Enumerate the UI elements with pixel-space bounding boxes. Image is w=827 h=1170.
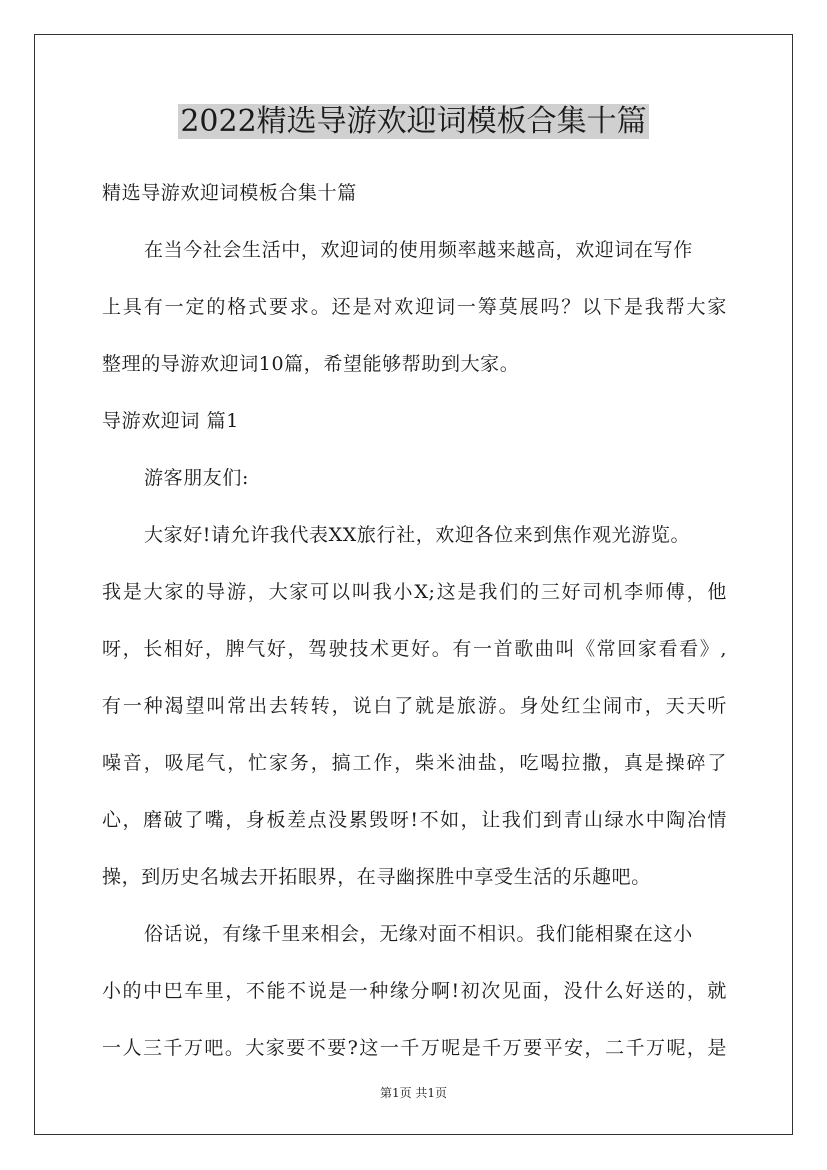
paragraph-line: 心，磨破了嘴，身板差点没累毁呀!不如，让我们到青山绿水中陶冶情	[102, 809, 727, 831]
paragraph-line: 大家好!请允许我代表XX旅行社，欢迎各位来到焦作观光游览。	[144, 524, 691, 546]
section-heading: 导游欢迎词 篇1	[102, 410, 239, 432]
page-footer: 第1页 共1页	[379, 1086, 448, 1100]
intro-line: 上具有一定的格式要求。还是对欢迎词一筹莫展吗？以下是我帮大家	[102, 296, 727, 318]
subtitle: 精选导游欢迎词模板合集十篇	[102, 182, 357, 204]
paragraph-line: 我是大家的导游，大家可以叫我小X;这是我们的三好司机李师傅，他	[102, 581, 727, 603]
greeting: 游客朋友们:	[144, 467, 250, 489]
paragraph-line: 小的中巴车里，不能不说是一种缘分啊!初次见面，没什么好送的，就	[102, 980, 727, 1002]
document-title: 2022精选导游欢迎词模板合集十篇	[180, 104, 647, 139]
paragraph-line: 操，到历史名城去开拓眼界，在寻幽探胜中享受生活的乐趣吧。	[102, 866, 651, 888]
intro-line: 整理的导游欢迎词10篇，希望能够帮助到大家。	[102, 353, 520, 375]
paragraph-line: 一人三千万吧。大家要不要?这一千万呢是千万要平安，二千万呢，是	[102, 1037, 727, 1059]
paragraph-line: 呀，长相好，脾气好，驾驶技术更好。有一首歌曲叫《常回家看看》,	[102, 638, 727, 660]
intro-line: 在当今社会生活中，欢迎词的使用频率越来越高，欢迎词在写作	[144, 239, 693, 261]
paragraph-line: 有一种渴望叫常出去转转，说白了就是旅游。身处红尘闹市，天天听	[102, 695, 727, 717]
document-body	[102, 165, 727, 1077]
paragraph-line: 噪音，吸尾气，忙家务，搞工作，柴米油盐，吃喝拉撒，真是操碎了	[102, 752, 727, 774]
paragraph-line: 俗话说，有缘千里来相会，无缘对面不相识。我们能相聚在这小	[144, 923, 693, 945]
